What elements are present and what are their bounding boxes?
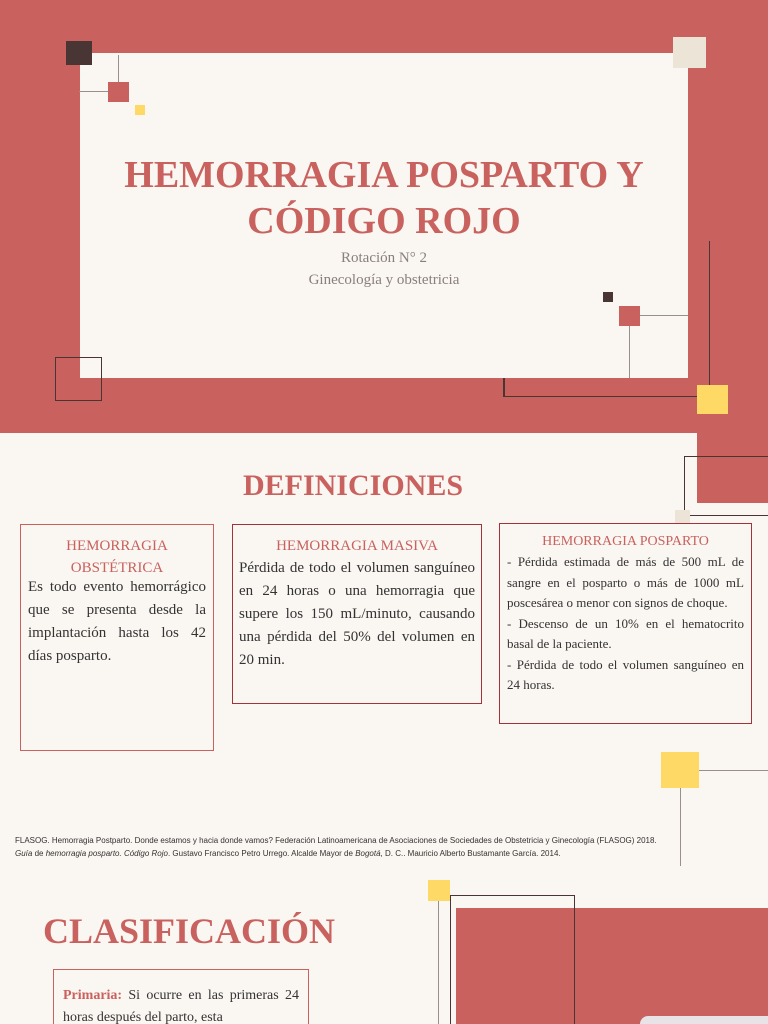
decorative-line: [680, 788, 681, 866]
card-body: Pérdida de todo el volumen sanguíneo en 24 horas o una hemorragia que supere los 150 mL/minuto, causando una pérdida del 50% del volumen en 20 min.: [239, 560, 475, 668]
card-body: - Pérdida estimada de más de 500 mL de sangre en el posparto o más de 1000 mL poscesárea o menor con signos de choque. - Descenso de un 10% en el hematocrito basal de la paciente. - Pérdida de todo el volumen sanguíneo en 24 horas.: [507, 554, 744, 692]
card-hemorragia-masiva: [232, 524, 482, 704]
classification-primary-block: [53, 969, 309, 1024]
decorative-line: [438, 901, 439, 1024]
primary-label: Primaria:: [63, 988, 123, 1003]
subtitle-specialty: Ginecología y obstetricia: [308, 272, 460, 288]
card-title: HEMORRAGIA OBSTÉTRICA: [66, 538, 168, 576]
decorative-line: [699, 770, 768, 771]
reference-2: Guía de hemorragia posparto. Código Rojo. Gustavo Francisco Petro Urrego. Alcalde Mayor de Bogotá, D. C.. Mauricio Alberto Bustamante García. 2014.: [15, 849, 561, 858]
title-slide: [0, 0, 768, 433]
classification-heading: CLASIFICACIÓN: [43, 911, 336, 951]
yellow-square-decoration: [661, 752, 699, 788]
definitions-slide: [0, 433, 768, 866]
presentation-title: [80, 152, 688, 244]
card-body: Es todo evento hemorrágico que se presenta desde la implantación hasta los 42 días posparto.: [28, 579, 206, 664]
title-line-1: HEMORRAGIA POSPARTO Y: [124, 154, 644, 196]
card-title: HEMORRAGIA POSPARTO: [542, 534, 709, 549]
classification-slide: [0, 866, 768, 1024]
yellow-square-decoration: [428, 880, 450, 901]
beige-square-decoration: [675, 510, 690, 524]
outline-rect-decoration: [450, 895, 575, 1024]
definitions-heading: DEFINICIONES: [242, 469, 464, 502]
card-title: HEMORRAGIA MASIVA: [276, 538, 438, 554]
red-square-decoration: [108, 82, 129, 102]
yellow-square-decoration: [697, 385, 728, 414]
reference-1: FLASOG. Hemorragia Postparto. Donde estamos y hacia donde vamos? Federación Latinoamericana de Asociaciones de Sociedades de Obstetricia y Ginecología (FLASOG) 2018.: [15, 836, 657, 845]
yellow-square-decoration: [135, 105, 145, 115]
decorative-line: [79, 91, 109, 92]
dark-square-decoration: [66, 41, 92, 65]
beige-square-decoration: [673, 37, 706, 68]
title-line-2: CÓDIGO ROJO: [247, 200, 521, 242]
decorative-line: [503, 378, 505, 397]
image-corner-decoration: [640, 1016, 768, 1024]
card-hemorragia-obstetrica: [20, 524, 214, 751]
outline-rect-decoration: [503, 241, 710, 397]
subtitle-rotation: Rotación N° 2: [341, 250, 427, 266]
card-hemorragia-posparto: [499, 523, 752, 724]
classification-text: [63, 985, 299, 1024]
outline-square-decoration: [55, 357, 102, 401]
primary-description: Si ocurre en las primeras 24 horas después del parto, esta: [63, 988, 299, 1024]
